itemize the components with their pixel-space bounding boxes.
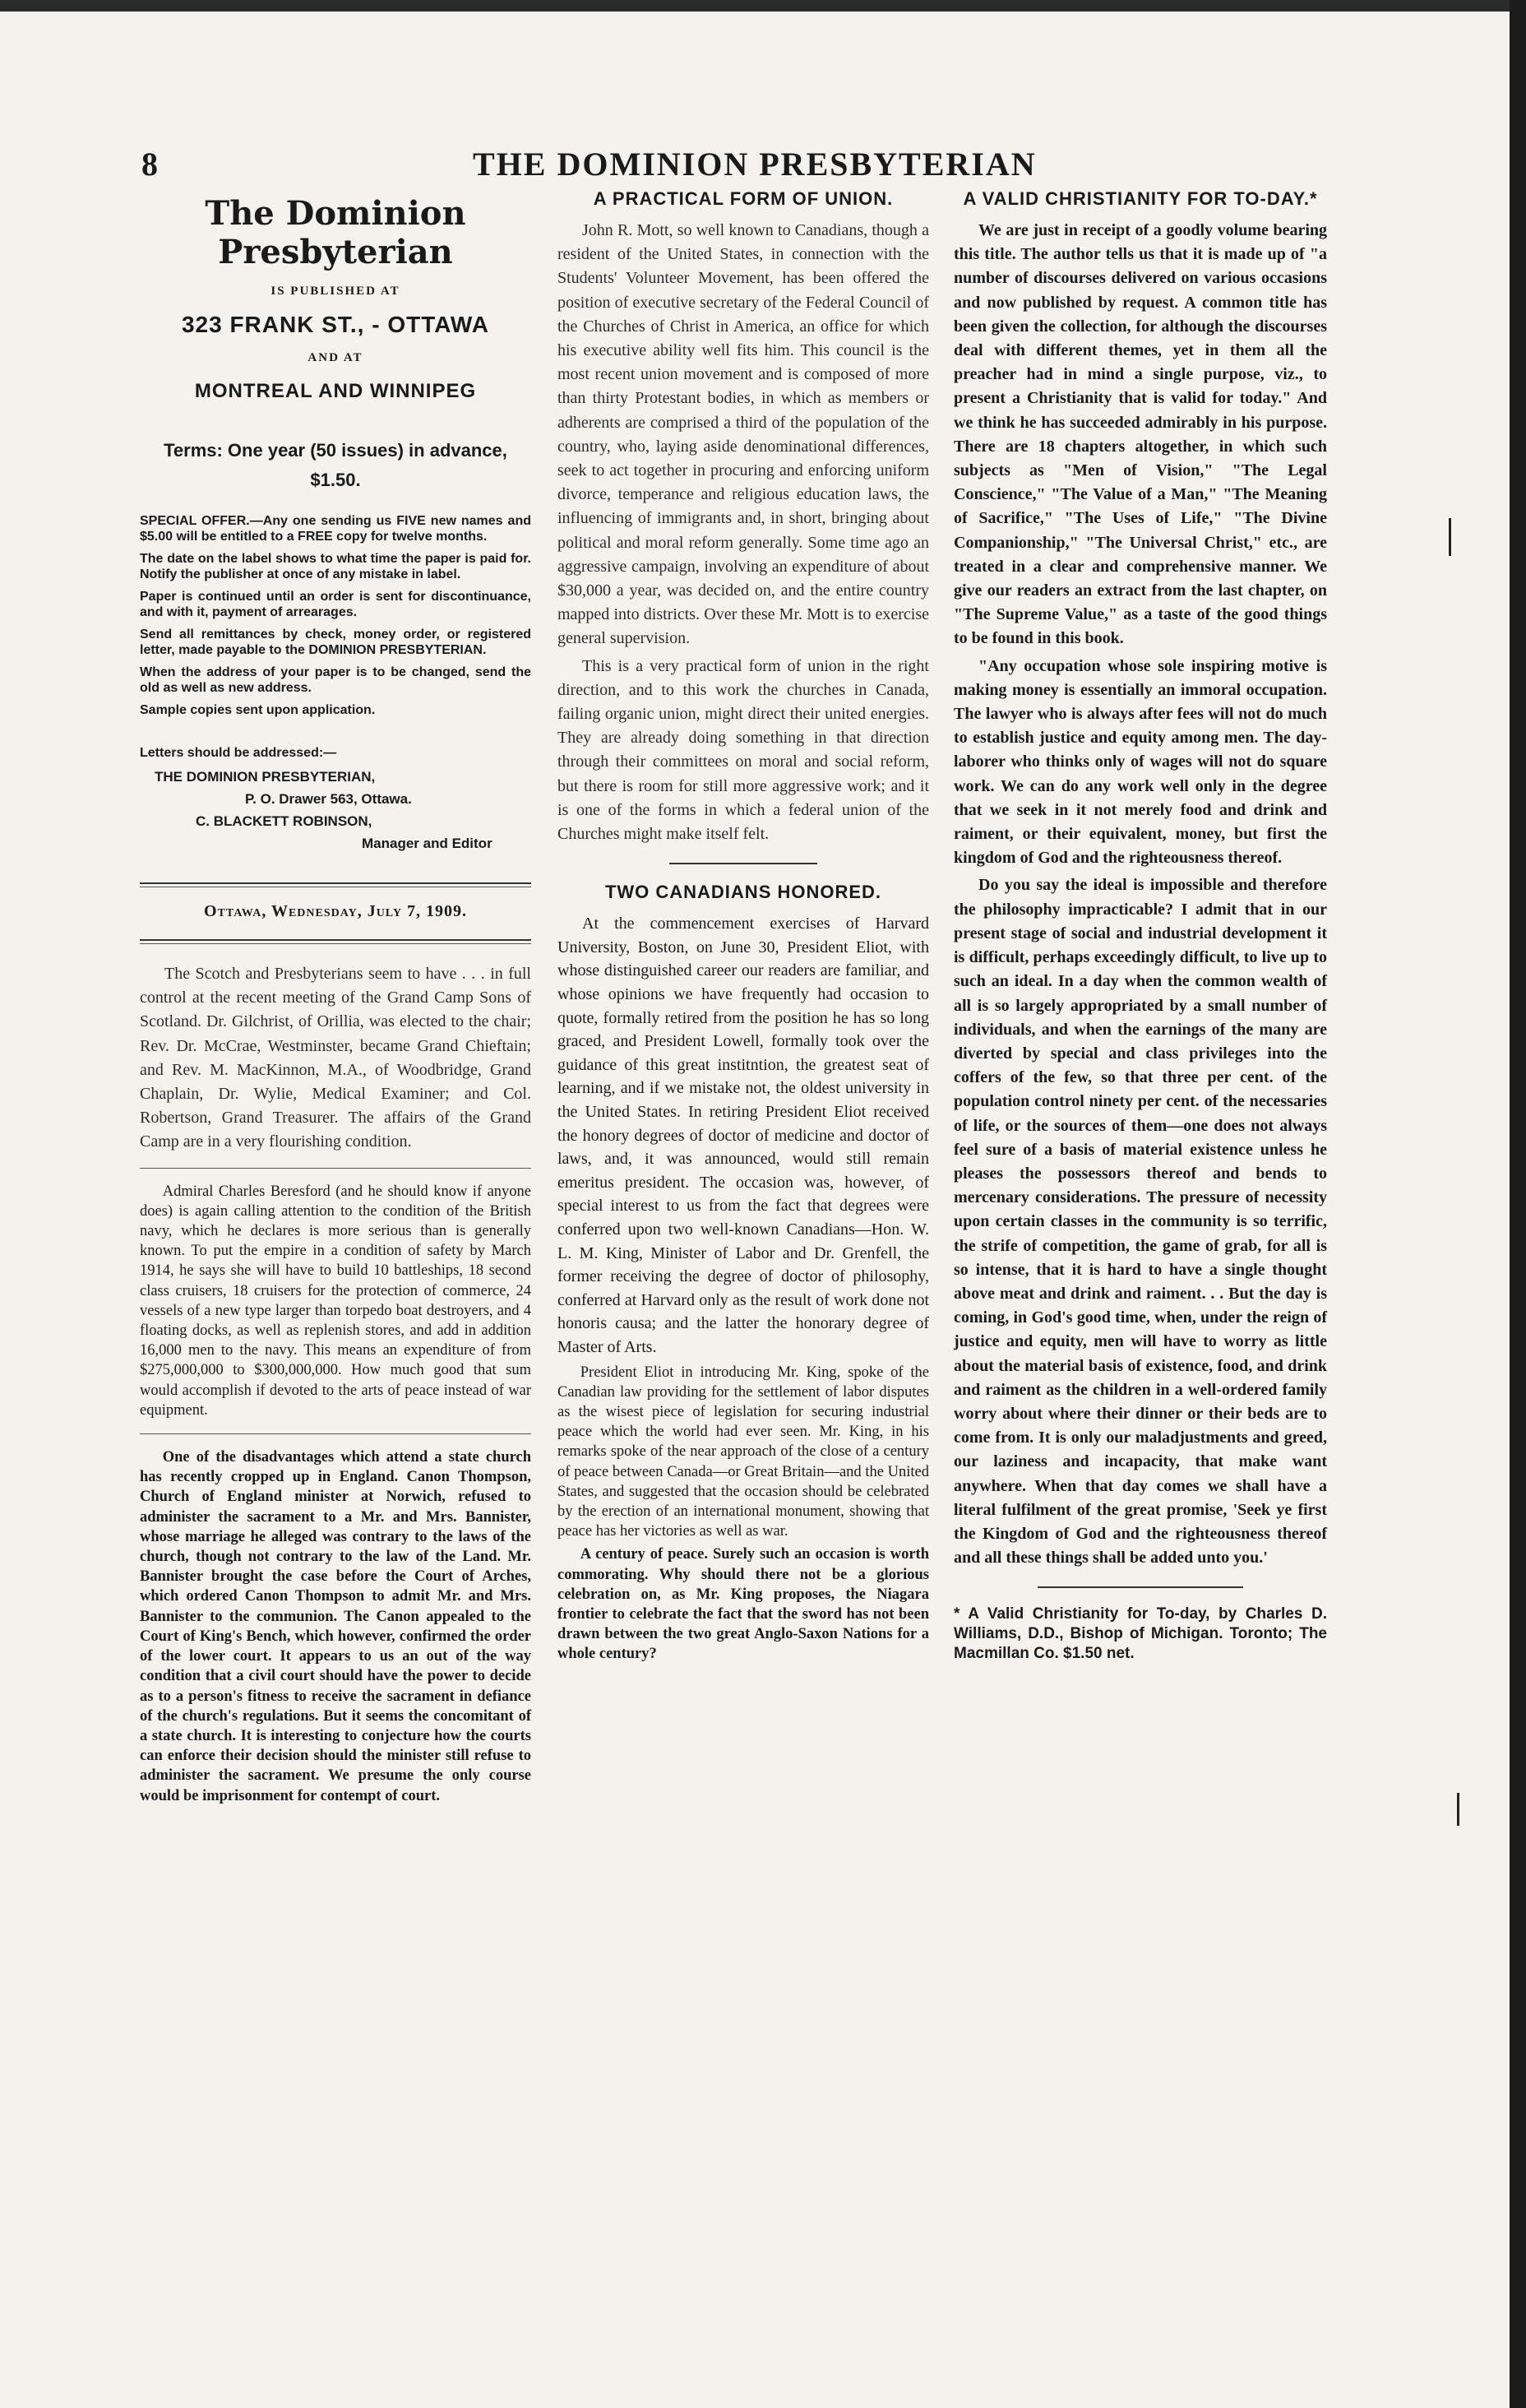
masthead: THE DOMINION PRESBYTERIAN xyxy=(473,146,1037,183)
book-footnote: * A Valid Christianity for To-day, by Charles D. Williams, D.D., Bishop of Michigan. Toronto; The Macmillan Co. $1.50 net. xyxy=(954,1605,1327,1663)
heading-valid-christianity: A VALID CHRISTIANITY FOR TO-DAY.* xyxy=(963,188,1318,209)
notice-label-date: The date on the label shows to what time the paper is paid for. Notify the publisher at once of any mistake in label. xyxy=(140,552,531,581)
column-left xyxy=(140,188,531,1809)
article-state-church: One of the disadvantages which attend a state church has recently cropped up in England. Canon Thompson, Church of England minister at Norwich, refused to administer the sacrament to a Mr. and Mrs. Bannister, whose marriage he alleged was contrary to the laws of the church, though not contrary to the law of the Land. Mr. Bannister brought the case before the Court of Arches, which ordered Canon Thompson to admit Mr. and Mrs. Bannister to the communion. The Canon appealed to the Court of King's Bench, which however, confirmed the order of the lower court. It appears to us an out of the way condition that a civil court should have the power to decide as to a person's fitness to receive the sacrament in defiance of the church's regulations. But it seems the concomitant of a state church. It is interesting to conjecture how the courts can enforce their decision should the minister still refuse to administer the sacrament. We presume the only course would be imprisonment for contempt of court. xyxy=(140,1449,531,1804)
review-paragraph: We are just in receipt of a goodly volume bearing this title. The author tells us that it is made up of "a number of discourses delivered on various occasions and now published by request. A common title has been given the collection, for although the discourses deal with different themes, yet in them all the preacher had in mind a single purpose, viz., to present a Christianity that is valid for today." And we think he has succeeded admirably in his purpose. There are 18 chapters altogether, in which such subjects as "Men of Vision," "The Legal Conscience," "The Value of a Man," "The Meaning of Sacrifice," "The Uses of Life," "The Divine Companionship," "The Universal Christ," etc., are treated in a clear and comprehensive manner. We give our readers an extract from the last chapter, on "The Supreme Value," as a taste of the good things to be found in this book. xyxy=(954,221,1327,648)
and-at-label: AND AT xyxy=(308,351,363,364)
scan-top-edge xyxy=(0,0,1526,12)
union-paragraph: John R. Mott, so well known to Canadians, though a resident of the United States, in connection with the Students' Volunteer Movement, has been offered the position of executive secretary of the Federal Council of the Churches of Christ in America, an office for which his executive ability well fits him. This council is the most recent union movement and is composed of more than thirty Protestant bodies, in which as members or adherents are comprised a third of the population of the country, who, laying aside denominational differences, seek to act together in procuring and enforcing uniform divorce, temperance and religious education laws, the influencing of immigrants and, in short, bringing about political and moral reform generally. Some time ago an aggressive campaign, involving an expenditure of about $30,000 a year, was decided on, and the entire country mapped into districts. Over these Mr. Mott is to exercise general supervision. xyxy=(557,221,929,648)
section-rule xyxy=(1038,1586,1243,1588)
notice-discontinuance: Paper is continued until an order is sent for discontinuance, and with it, payment of arrearages. xyxy=(140,590,531,619)
separator xyxy=(140,1168,531,1169)
letters-line: THE DOMINION PRESBYTERIAN, xyxy=(155,769,376,785)
review-paragraph: Do you say the ideal is impossible and therefore the philosophy impracticable? I admit that in our present stage of social and industrial development it is difficult, perhaps exceedingly difficult, to live up to such an ideal. In a day when the common wealth of all is so largely appropriated by a small number of individuals, and when the earnings of the many are diverted by special and class privileges into the coffers of the few, so that three per cent. of the population control ninety per cent. of the necessaries of life, or the sources of them—one does not always feel sure of a basis of material existence unless he pleases the possessors thereof and bends to mercenary considerations. The pressure of necessity upon certain classes in the community is so terrific, the strife of competition, the game of grab, for all is so intense, that it is hard to have a single thought above meat and drink and raiment. . . But the day is coming, in God's good time, when, under the reign of justice and equity, men will have to worry as little about the material basis of existence, food, and drink and raiment as the children in a well-ordered family worry about where their dinner or their beds are to come from. It is only our maladjustments and greed, our laziness and incapacity, that make want anywhere. When that day comes we shall have a literal fulfilment of the great promise, 'Seek ye first the Kingdom of God and the righteousness thereof and all these things shall be added unto you.' xyxy=(954,876,1327,1568)
page-number: 8 xyxy=(141,146,158,183)
letters-line: P. O. Drawer 563, Ottawa. xyxy=(245,791,412,807)
heading-practical-union: A PRACTICAL FORM OF UNION. xyxy=(593,188,894,209)
letters-line: Manager and Editor xyxy=(362,836,492,851)
scan-mark xyxy=(1449,518,1451,556)
scan-mark xyxy=(1457,1793,1459,1826)
honored-paragraph: President Eliot in introducing Mr. King, spoke of the Canadian law providing for the settlement of labor disputes as the wisest piece of legislation for securing industrial peace which the world had ever seen. Mr. King, in his remarks spoke of the near approach of the close of a century of peace between Canada—or Great Britain—and the United States, and suggested that the occasion should be celebrated by the erection of an international monument, showing that peace has her victories as well as war. xyxy=(557,1364,929,1540)
double-rule xyxy=(140,939,531,944)
honored-paragraph: A century of peace. Surely such an occasion is worth commorating. Why should there not be a glorious celebration on, as Mr. King proposes, the Niagara frontier to celebrate the fact that the sword has not been drawn between the two great Anglo-Saxon Nations for a whole century? xyxy=(557,1546,929,1663)
union-paragraph: This is a very practical form of union in the right direction, and to this work the churches in Canada, failing organic union, might direct their united energies. They are already doing something in that direction through their committees on moral and social reform, but there is room for still more aggressive work; and it is one of the forms in which a federal union of the Churches might make itself felt. xyxy=(557,656,929,844)
column-middle xyxy=(557,188,929,1668)
notice-remittances: Send all remittances by check, money order, or registered letter, made payable to the DOMINION PRESBYTERIAN. xyxy=(140,627,531,657)
letters-line: C. BLACKETT ROBINSON, xyxy=(196,813,372,829)
published-at-label: IS PUBLISHED AT xyxy=(271,285,400,298)
letters-label: Letters should be addressed:— xyxy=(140,746,337,760)
honored-paragraph: At the commencement exercises of Harvard University, Boston, on June 30, President Eliot, with whose distinguished career our readers are familiar, and whose opinions we have frequently had occasion to quote, formally retired from the position he has so long graced, and President Lowell, formally took over the guidance of this great institntion, the greatest seat of learning, and if we mistake not, the oldest university in the United States. In retiring President Eliot received the honory degrees of doctor of medicine and doctor of laws, and, it was announced, would still remain emeritus president. The occasion was, however, of special interest to us from the fact that degrees were conferred upon two well-known Canadians—Hon. W. L. M. King, Minister of Labor and Dr. Grenfell, the former receiving the degree of doctor of philosophy, conferred at Harvard only as the result of work done not honoris causa; and the latter the honorary degree of Master of Arts. xyxy=(557,915,929,1356)
notice-address-change: When the address of your paper is to be changed, send the old as well as new address. xyxy=(140,665,531,695)
publication-title: The Dominion Presbyterian xyxy=(205,194,466,271)
section-rule xyxy=(669,863,818,864)
review-paragraph: "Any occupation whose sole inspiring motive is making money is essentially an immoral occupation. The lawyer who is always after fees will not do much to establish justice and equity among men. The day-laborer who thinks only of wages will not do square work. We can do any work well only in the degree that we seek in it not merely food and drink and raiment, or their equivalent, money, but first the kingdom of God and the righteousness thereof. xyxy=(954,656,1327,868)
double-rule xyxy=(140,882,531,887)
publication-address: 323 FRANK ST., - OTTAWA xyxy=(181,312,490,337)
heading-two-canadians: TWO CANADIANS HONORED. xyxy=(604,882,882,903)
column-right xyxy=(954,188,1327,1679)
article-british-navy: Admiral Charles Beresford (and he should know if anyone does) is again calling attention to the condition of the British navy, which he declares is more serious than is generally known. To put the empire in a condition of safety by March 1914, he says she will have to build 10 battleships, 18 second class cruisers, 18 cruisers for the protection of commerce, 24 vessels of a new type larger than torpedo boat destroyers, and 4 floating docks, as well as replenish stores, and add in addition 16,000 men to the navy. This means an expenditure of from $275,000,000 to $300,000,000. How much good that sum would accomplish if devoted to the arts of peace instead of war equipment. xyxy=(140,1183,531,1419)
publication-cities: MONTREAL AND WINNIPEG xyxy=(194,380,477,402)
article-grand-camp: The Scotch and Presbyterians seem to have . . . in full control at the recent meeting of the Grand Camp Sons of Scotland. Dr. Gilchrist, of Orillia, was elected to the chair; Rev. Dr. McCrae, Westminster, became Grand Chieftain; and Rev. M. MacKinnon, M.A., of Woodbridge, Grand Chaplain, Dr. Wylie, Medical Examiner; and Col. Robertson, Grand Treasurer. The affairs of the Grand Camp are in a very flourishing condition. xyxy=(140,965,531,1151)
notice-sample-copies: Sample copies sent upon application. xyxy=(140,703,376,717)
separator xyxy=(140,1433,531,1434)
scan-right-edge xyxy=(1510,0,1526,2408)
subscription-terms: Terms: One year (50 issues) in advance, $1.50. xyxy=(164,440,507,490)
notice-special-offer: SPECIAL OFFER.—Any one sending us FIVE new names and $5.00 will be entitled to a FREE copy for twelve months. xyxy=(140,514,531,544)
issue-dateline: Ottawa, Wednesday, July 7, 1909. xyxy=(204,902,467,920)
